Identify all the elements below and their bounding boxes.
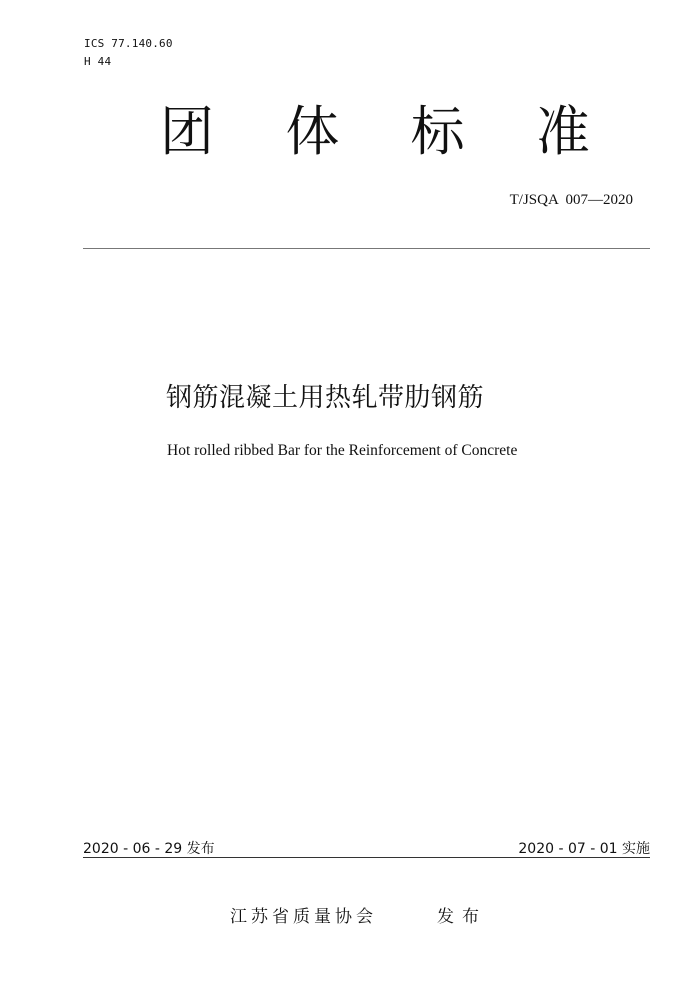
- title-char-2: 体: [285, 100, 340, 163]
- bottom-divider: [83, 857, 650, 858]
- standard-type-title: [160, 100, 590, 164]
- title-char-4: 准: [535, 100, 590, 163]
- ics-code: ICS 77.140.60: [84, 37, 173, 50]
- publish-label: 发布: [437, 907, 487, 927]
- chinese-title: 钢筋混凝土用热轧带肋钢筋: [166, 383, 485, 413]
- title-char-1: 团: [160, 100, 214, 163]
- implementation-date: 2020 - 07 - 01 实施: [518, 841, 650, 857]
- issue-date: 2020 - 06 - 29 发布: [83, 841, 215, 857]
- english-title: Hot rolled ribbed Bar for the Reinforcement of Concrete: [167, 442, 518, 459]
- standard-number: T/JSQA 007—2020: [509, 192, 633, 208]
- publisher-name: 江苏省质量协会: [230, 907, 377, 927]
- top-divider: [83, 248, 650, 249]
- title-char-3: 标: [410, 100, 465, 163]
- ccs-code: H 44: [84, 55, 112, 68]
